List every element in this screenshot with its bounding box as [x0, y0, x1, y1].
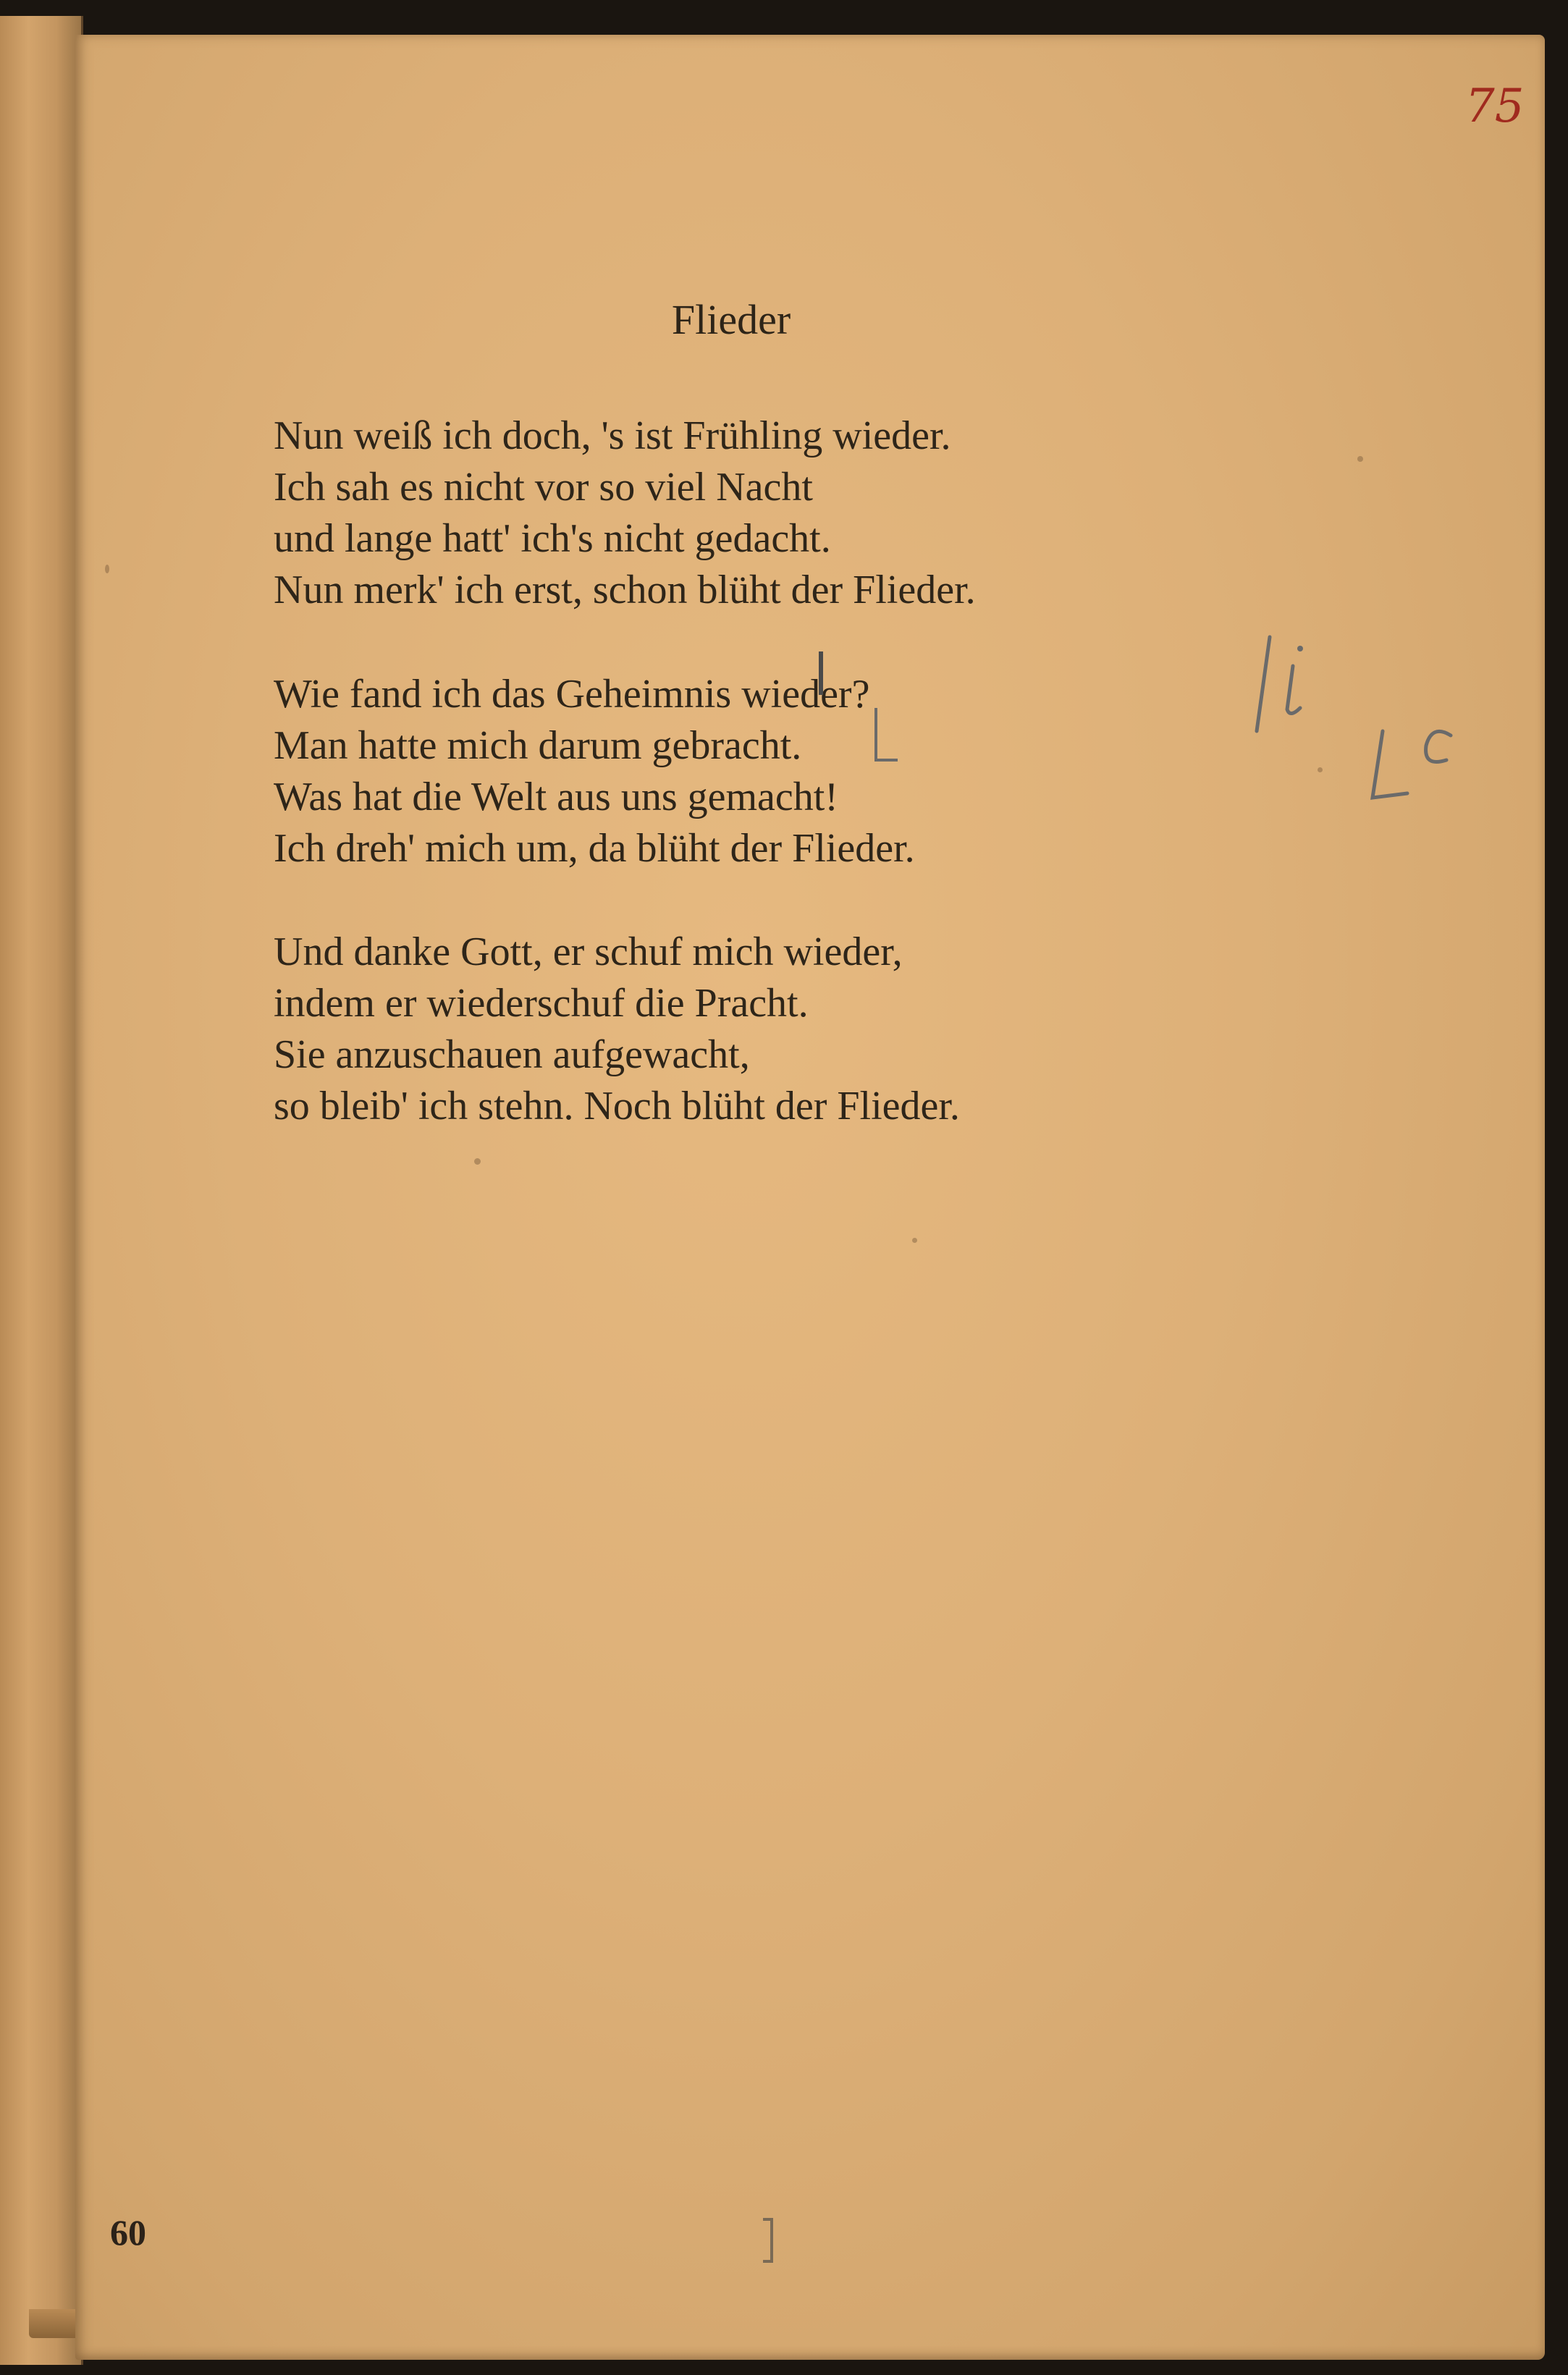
poem-line: indem er wiederschuf die Pracht.	[274, 981, 809, 1026]
poem-line: Was hat die Welt aus uns gemacht!	[274, 775, 838, 819]
poem-line: Nun merk' ich erst, schon blüht der Flieder.	[274, 568, 976, 612]
poem-line: Wie fand ich das Geheimnis wieder?	[274, 672, 870, 717]
stanza-2	[274, 669, 1287, 874]
stanza-3	[274, 927, 1287, 1132]
poem-line: Ich dreh' mich um, da blüht der Flieder.	[274, 826, 915, 871]
poem-title: Flieder	[671, 296, 791, 343]
book-page	[75, 35, 1545, 2360]
pencil-correction-marks	[811, 644, 898, 789]
handwritten-folio-number: 75	[1465, 80, 1525, 133]
paper-speck	[474, 1158, 481, 1165]
page-number: 60	[110, 2212, 146, 2253]
paper-speck	[105, 565, 109, 573]
poem-line: Man hatte mich darum gebracht.	[274, 723, 802, 768]
pencil-margin-note	[1252, 623, 1470, 811]
poem-line: Ich sah es nicht vor so viel Nacht	[274, 465, 813, 510]
bottom-bracket-mark	[757, 2215, 779, 2266]
stanza-1	[274, 410, 1287, 616]
poem-line: Sie anzuschauen aufgewacht,	[274, 1032, 750, 1077]
paper-speck	[1318, 767, 1323, 772]
paper-speck	[912, 1238, 917, 1243]
paper-speck	[1357, 456, 1363, 462]
poem-line: so bleib' ich stehn. Noch blüht der Flieder.	[274, 1084, 960, 1129]
poem-line: und lange hatt' ich's nicht gedacht.	[274, 516, 831, 561]
poem-line: Und danke Gott, er schuf mich wieder,	[274, 929, 903, 974]
poem-line: Nun weiß ich doch, 's ist Frühling wieder.	[274, 413, 951, 458]
left-page-edge	[0, 16, 83, 2365]
